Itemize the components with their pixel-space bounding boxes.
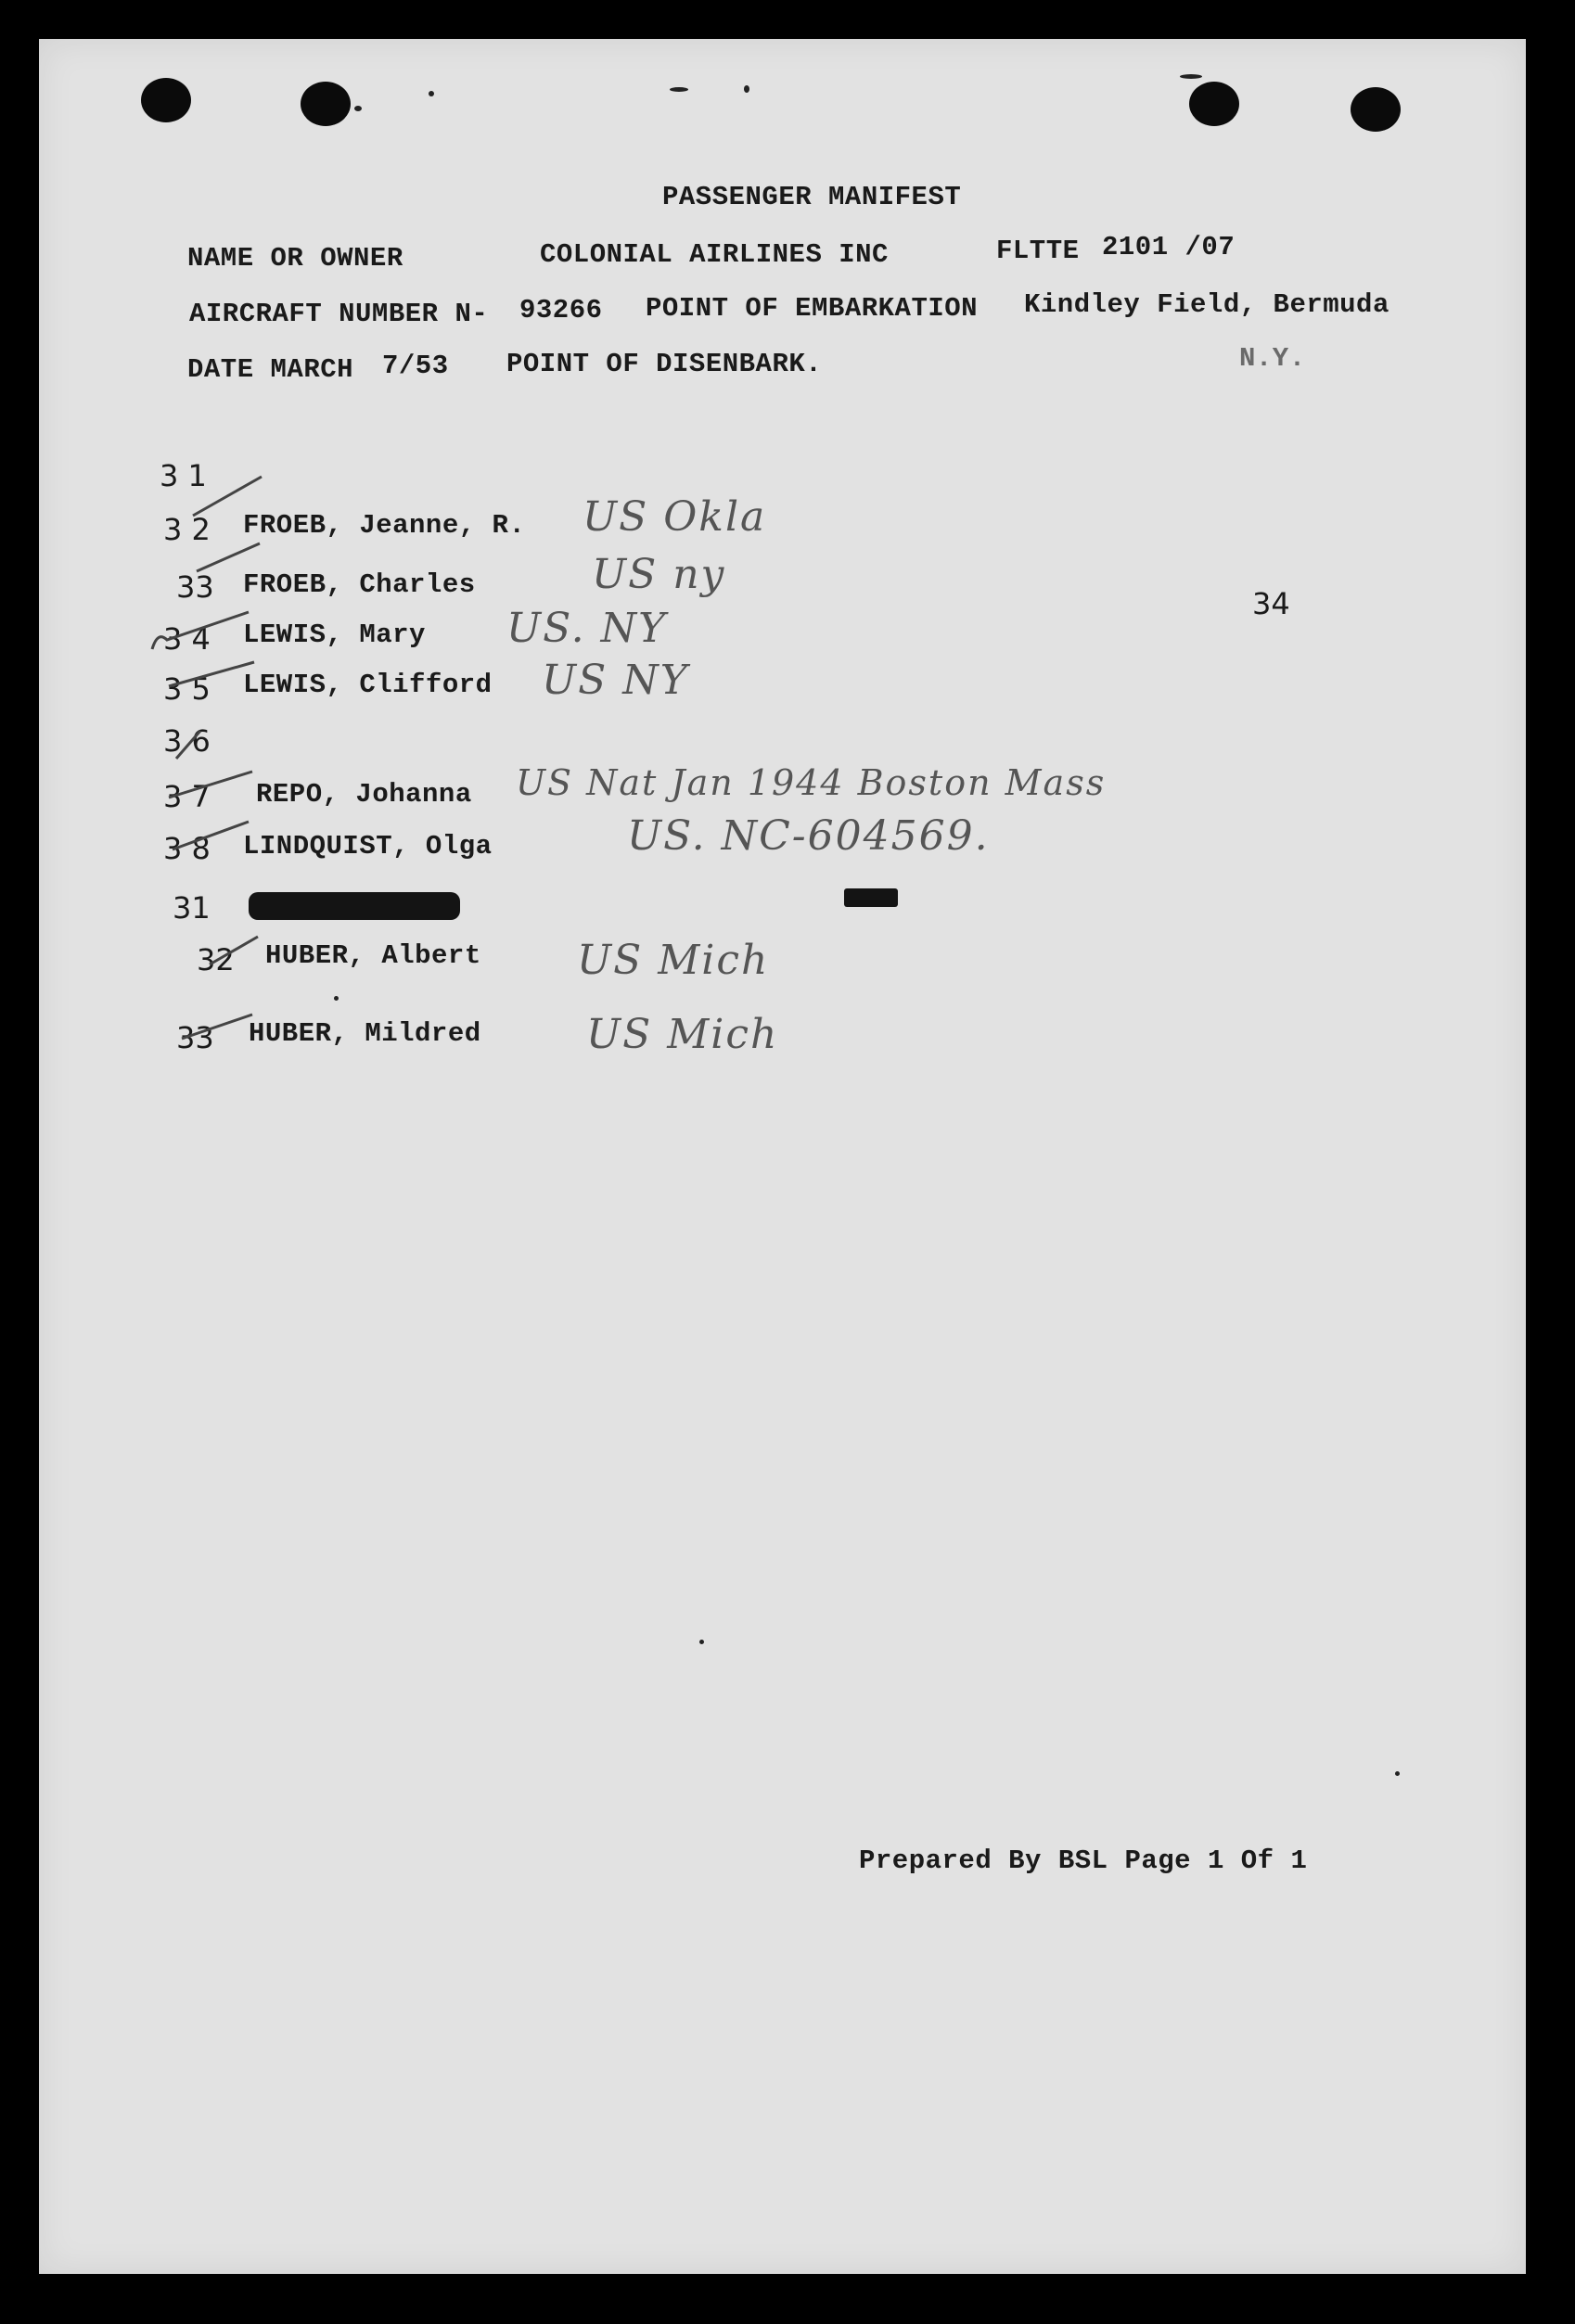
passenger-name: REPO, Johanna [256, 779, 472, 810]
flight-label: FLTTE [996, 236, 1080, 266]
row-number: 3 1 [160, 458, 207, 493]
row-number: 31 [173, 890, 211, 926]
row-number: 33 [176, 1020, 214, 1055]
row-number: 3 6 [163, 723, 211, 759]
check-mark [176, 731, 200, 759]
row-number: 3 7 [163, 779, 211, 814]
row-number: 3 8 [163, 831, 211, 866]
embark-value: Kindley Field, Bermuda [1024, 289, 1389, 320]
aircraft-label: AIRCRAFT NUMBER N- [189, 299, 489, 329]
row-number: 3 4 [163, 621, 211, 657]
row-number: 33 [176, 569, 214, 605]
disembark-value: N.Y. [1239, 343, 1306, 374]
row-number: 32 [197, 942, 235, 977]
embark-label: POINT OF EMBARKATION [646, 293, 979, 324]
passenger-name: LEWIS, Clifford [243, 670, 493, 700]
passenger-name: HUBER, Albert [265, 940, 481, 971]
handwritten-note: US. NY [506, 605, 668, 652]
check-mark [169, 772, 252, 798]
margin-number: 34 [1252, 586, 1290, 621]
check-mark [152, 612, 249, 649]
row-number: 3 2 [163, 512, 211, 547]
flight-value: 2101 /07 [1102, 232, 1236, 262]
check-mark [169, 662, 254, 686]
check-mark [210, 937, 258, 964]
handwritten-note: US Mich [586, 1011, 779, 1058]
page-title: PASSENGER MANIFEST [662, 182, 962, 212]
check-mark [182, 1015, 252, 1039]
check-mark [197, 543, 260, 571]
handwritten-note: US ny [592, 551, 726, 598]
row-number: 3 5 [163, 671, 211, 707]
passenger-name: LEWIS, Mary [243, 619, 426, 650]
handwritten-note: US NY [542, 657, 689, 704]
footer-text: Prepared By BSL Page 1 Of 1 [859, 1845, 1308, 1876]
disembark-label: POINT OF DISENBARK. [506, 349, 823, 379]
aircraft-value: 93266 [519, 295, 603, 326]
handwritten-note: US. NC-604569. [627, 812, 990, 860]
passenger-name: HUBER, Mildred [249, 1018, 481, 1049]
passenger-name: FROEB, Charles [243, 569, 476, 600]
check-mark [193, 477, 262, 516]
date-value: 7/53 [382, 351, 449, 381]
date-label: DATE MARCH [187, 354, 354, 385]
handwritten-note: US Nat Jan 1944 Boston Mass [516, 762, 1107, 803]
owner-value: COLONIAL AIRLINES INC [540, 239, 889, 270]
handwritten-note: US Mich [577, 937, 770, 984]
passenger-name: FROEB, Jeanne, R. [243, 510, 526, 541]
handwritten-note: US Okla [583, 493, 767, 541]
owner-label: NAME OR OWNER [187, 243, 403, 274]
check-mark [173, 822, 249, 849]
passenger-name: LINDQUIST, Olga [243, 831, 493, 862]
